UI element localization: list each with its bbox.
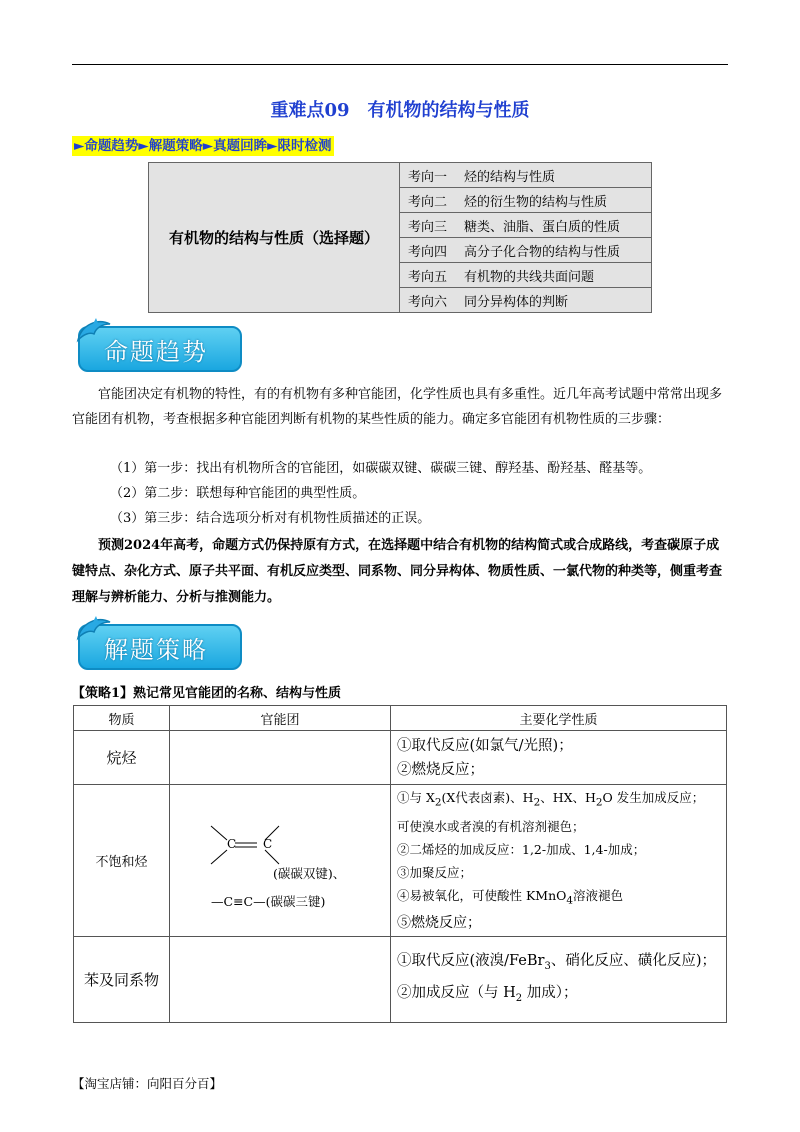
strategy-title: 【策略1】熟记常见官能团的名称、结构与性质 (72, 686, 342, 701)
direction-item: 考向三 糖类、油脂、蛋白质的性质 (400, 213, 652, 238)
properties: ①与 $X_2(X$代表卤素)、$H_2$、HX、$H_2O$ 发生加成反应； 可使溴水或者溴的有机溶剂褪色； ②二烯烃的加成反应：1,2-加成、1,4-加成； ③加聚反应； ④易被氧化，可使酸性 KMnO$_4$溶液褪色 ⑤燃烧反应； (391, 785, 727, 937)
col-header: 官能团 (170, 706, 391, 731)
substance-name: 不饱和烃 (74, 785, 170, 937)
triple-bond-structure: —C≡C— (211, 893, 266, 909)
footer-note: 【淘宝店铺：向阳百分百】 (72, 1076, 223, 1091)
functional-group (170, 937, 391, 1023)
direction-item: 考向四 高分子化合物的结构与性质 (400, 238, 652, 263)
properties: ①取代反应(如氯气/光照)； ②燃烧反应； (391, 731, 727, 785)
header-rule (72, 64, 728, 65)
section-nav: ►命题趋势►解题策略►真题回眸►限时检测 (74, 138, 332, 154)
page-title: 重难点09 有机物的结构与性质 (270, 100, 530, 121)
properties: ①取代反应(液溴/FeBr$_3$、硝化反应、磺化反应)； ②加成反应（与 $H_2$ 加成）； (391, 937, 727, 1023)
direction-item: 考向一 烃的结构与性质 (400, 163, 652, 188)
table-row (74, 731, 727, 785)
trend-prediction: 预测2024年高考，命题方式仍保持原有方式，在选择题中结合有机物的结构简式或合成路线，考查碳原子成键特点、杂化方式、原子共平面、有机反应类型、同系物、同分异构体、物质性质、一氯代物的种类等，侧重考查理解与辨析能力、分析与推测能力。 (72, 538, 723, 605)
functional-group (170, 731, 391, 785)
table-row (74, 785, 727, 937)
direction-item: 考向六 同分异构体的判断 (400, 288, 652, 313)
trend-step: （1）第一步：找出有机物所含的官能团，如碳碳双键、碳碳三键、醇羟基、酚羟基、醛基等。 (110, 461, 652, 476)
direction-item: 考向二 烃的衍生物的结构与性质 (400, 188, 652, 213)
trend-step: （2）第二步：联想每种官能团的典型性质。 (110, 486, 366, 501)
substance-name: 烷烃 (74, 731, 170, 785)
overview-table (148, 162, 652, 313)
substance-name: 苯及同系物 (74, 937, 170, 1023)
functional-group-table (73, 705, 727, 1023)
overview-topic: 有机物的结构与性质（选择题） (149, 163, 400, 313)
table-row (74, 937, 727, 1023)
trend-banner: 命题趋势 (74, 316, 240, 370)
trend-step: （3）第三步：结合选项分析对有机物性质描述的正误。 (110, 511, 431, 526)
col-header: 主要化学性质 (391, 706, 727, 731)
strategy-banner: 解题策略 (74, 614, 240, 668)
functional-group: C C (碳碳双键)、 —C≡C—(碳碳三键) (170, 785, 391, 937)
trend-intro: 官能团决定有机物的特性，有的有机物有多种官能团，化学性质也具有多重性。近几年高考试题中常常出现多官能团有机物，考查根据多种官能团判断有机物的某些性质的能力。确定多官能团有机物性质的三步骤： (72, 387, 723, 427)
col-header: 物质 (74, 706, 170, 731)
direction-item: 考向五 有机物的共线共面问题 (400, 263, 652, 288)
